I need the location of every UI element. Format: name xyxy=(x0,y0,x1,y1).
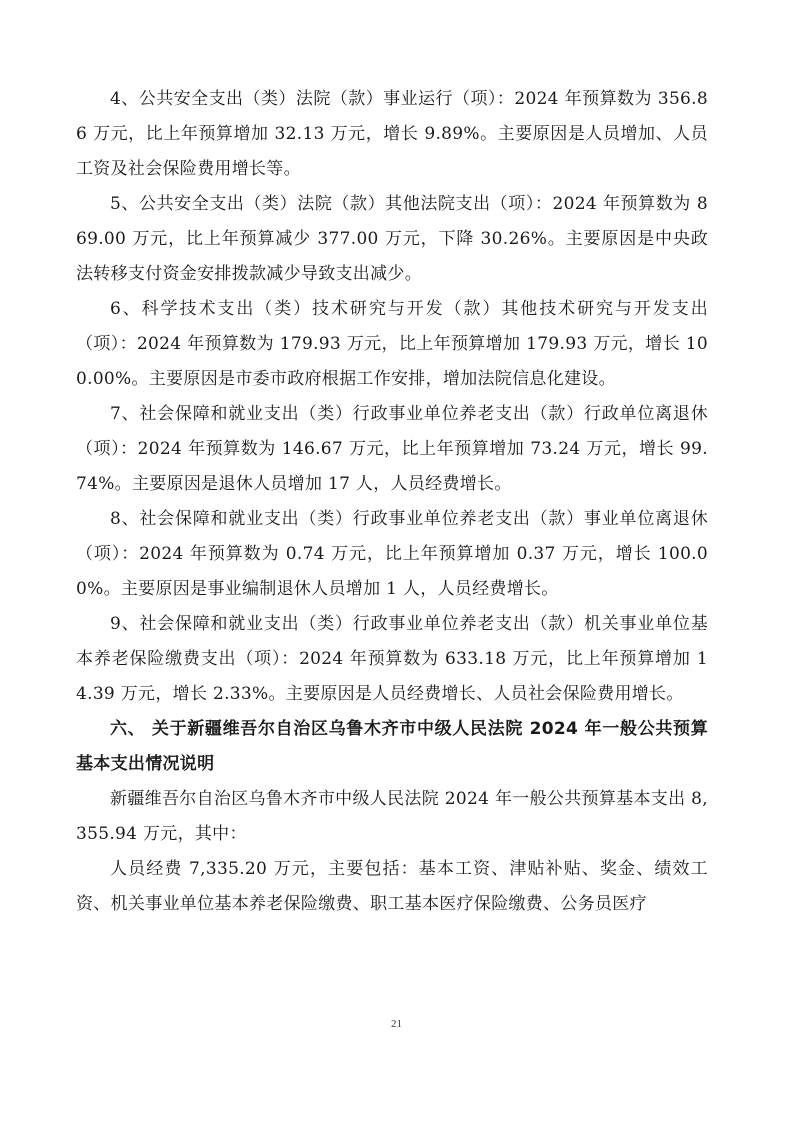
page-number: 21 xyxy=(391,1018,402,1030)
paragraph-item-4: 4、公共安全支出（类）法院（款）事业运行（项）：2024 年预算数为 356.86 万元，比上年预算增加 32.13 万元，增长 9.89%。主要原因是人员增加、人员工资及社会保险费用增长等。 xyxy=(76,89,708,179)
paragraph-item-6: 6、科学技术支出（类）技术研究与开发（款）其他技术研究与开发支出（项）：2024 年预算数为 179.93 万元，比上年预算增加 179.93 万元，增长 100.00%。主要原因是市委市政府根据工作安排，增加法院信息化建设。 xyxy=(76,299,708,389)
section-intro-paragraph: 新疆维吾尔自治区乌鲁木齐市中级人民法院 2024 年一般公共预算基本支出 8,355.94 万元，其中： xyxy=(76,789,708,844)
section-heading: 六、 关于新疆维吾尔自治区乌鲁木齐市中级人民法院 2024 年一般公共预算基本支出情况说明 xyxy=(76,719,708,774)
paragraph-item-5: 5、公共安全支出（类）法院（款）其他法院支出（项）：2024 年预算数为 869.00 万元，比上年预算减少 377.00 万元，下降 30.26%。主要原因是中央政法转移支付资金安排拨款减少导致支出减少。 xyxy=(76,194,708,284)
paragraph-item-8: 8、社会保障和就业支出（类）行政事业单位养老支出（款）事业单位离退休（项）：2024 年预算数为 0.74 万元，比上年预算增加 0.37 万元，增长 100.00%。主要原因是事业编制退休人员增加 1 人，人员经费增长。 xyxy=(76,509,708,599)
personnel-expense-paragraph: 人员经费 7,335.20 万元，主要包括：基本工资、津贴补贴、奖金、绩效工资、机关事业单位基本养老保险缴费、职工基本医疗保险缴费、公务员医疗 xyxy=(76,859,708,914)
document-body xyxy=(76,82,708,922)
paragraph-item-9: 9、社会保障和就业支出（类）行政事业单位养老支出（款）机关事业单位基本养老保险缴费支出（项）：2024 年预算数为 633.18 万元，比上年预算增加 14.39 万元，增长 2.33%。主要原因是人员经费增长、人员社会保险费用增长。 xyxy=(76,614,708,704)
paragraph-item-7: 7、社会保障和就业支出（类）行政事业单位养老支出（款）行政单位离退休（项）：2024 年预算数为 146.67 万元，比上年预算增加 73.24 万元，增长 99.74%。主要原因是退休人员增加 17 人，人员经费增长。 xyxy=(76,404,708,494)
